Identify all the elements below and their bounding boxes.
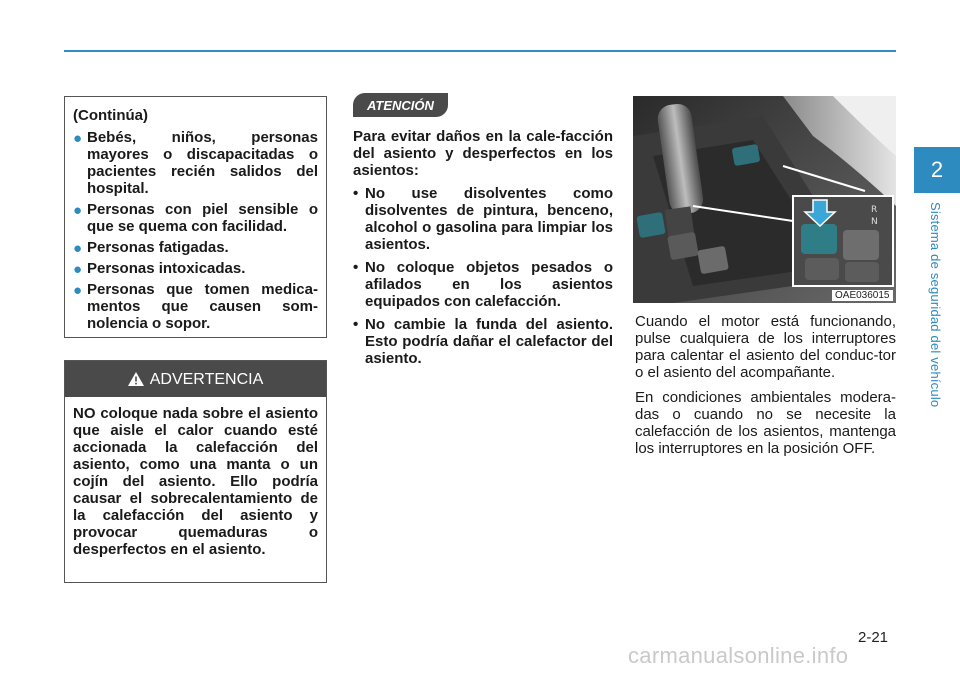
warning-label: ADVERTENCIA xyxy=(149,370,264,388)
bullet-dot-icon: ● xyxy=(73,282,83,299)
watermark: carmanualsonline.info xyxy=(628,643,849,668)
list-item: ● Personas fatigadas. xyxy=(73,239,229,257)
bullet-dot-icon: ● xyxy=(73,261,83,278)
figure-code: OAE036015 xyxy=(832,290,893,301)
top-rule xyxy=(64,50,896,52)
svg-text:N: N xyxy=(871,217,878,227)
list-item: ● Personas intoxicadas. xyxy=(73,260,246,278)
body-paragraph: En condiciones ambientales modera-das o cuando no se necesite la calefacción de los asientos, mantenga los interruptores en la posición OFF. xyxy=(635,389,896,457)
list-item: ● Personas con piel sensible o que se quema con facilidad. xyxy=(73,201,318,235)
list-item: ● Personas que tomen medica-mentos que causen som-nolencia o sopor. xyxy=(73,281,318,332)
list-item: ● Bebés, niños, personas mayores o discapacitadas o pacientes recién salidos del hospital. xyxy=(73,129,318,197)
attention-badge xyxy=(353,93,448,117)
attention-label: ATENCIÓN xyxy=(367,97,434,113)
bullet-dot-icon: • xyxy=(353,316,359,333)
continua-heading: (Continúa) xyxy=(73,107,148,124)
warning-text: NO coloque nada sobre el asiento que aisle el calor cuando esté accionada la calefacción del asiento, como una manta o un cojín del asiento. Ello podría causar el sobrecalentamiento de la calefacción del asiento y provocar quemaduras o desperfectos en el asiento. xyxy=(73,405,318,558)
bullet-dot-icon: ● xyxy=(73,130,83,147)
seat-heater-switch-photo xyxy=(633,96,896,303)
list-item: • No coloque objetos pesados o afilados en los asientos equipados con calefacción. xyxy=(353,259,613,310)
attention-content xyxy=(353,128,613,373)
continua-list xyxy=(73,129,318,332)
warning-box xyxy=(64,360,327,583)
body-paragraph: Cuando el motor está funcionando, pulse cualquiera de los interruptores para calentar el asiento del conduc-tor o el asiento del acompañante. xyxy=(635,313,896,381)
bullet-dot-icon: ● xyxy=(73,202,83,219)
warning-header xyxy=(65,361,326,397)
chapter-number: 2 xyxy=(930,157,944,182)
warning-triangle-icon xyxy=(128,372,144,386)
bullet-dot-icon: ● xyxy=(73,240,83,257)
list-item: • No cambie la funda del asiento. Esto podría dañar el calefactor del asiento. xyxy=(353,316,613,367)
attention-intro: Para evitar daños en la cale-facción del asiento y desperfectos en los asientos: xyxy=(353,128,613,179)
bullet-dot-icon: • xyxy=(353,259,359,276)
attention-list xyxy=(353,185,613,367)
continua-box xyxy=(64,96,327,338)
list-item: • No use disolventes como disolventes de pintura, benceno, alcohol o gasolina para limpiar los asientos. xyxy=(353,185,613,253)
svg-text:R: R xyxy=(871,205,878,215)
page-number: 2-21 xyxy=(858,629,889,646)
chapter-number-tab xyxy=(914,147,960,193)
chapter-side-title: Sistema de seguridad del vehículo xyxy=(928,202,943,408)
body-text-column xyxy=(635,313,896,465)
bullet-dot-icon: • xyxy=(353,185,359,202)
